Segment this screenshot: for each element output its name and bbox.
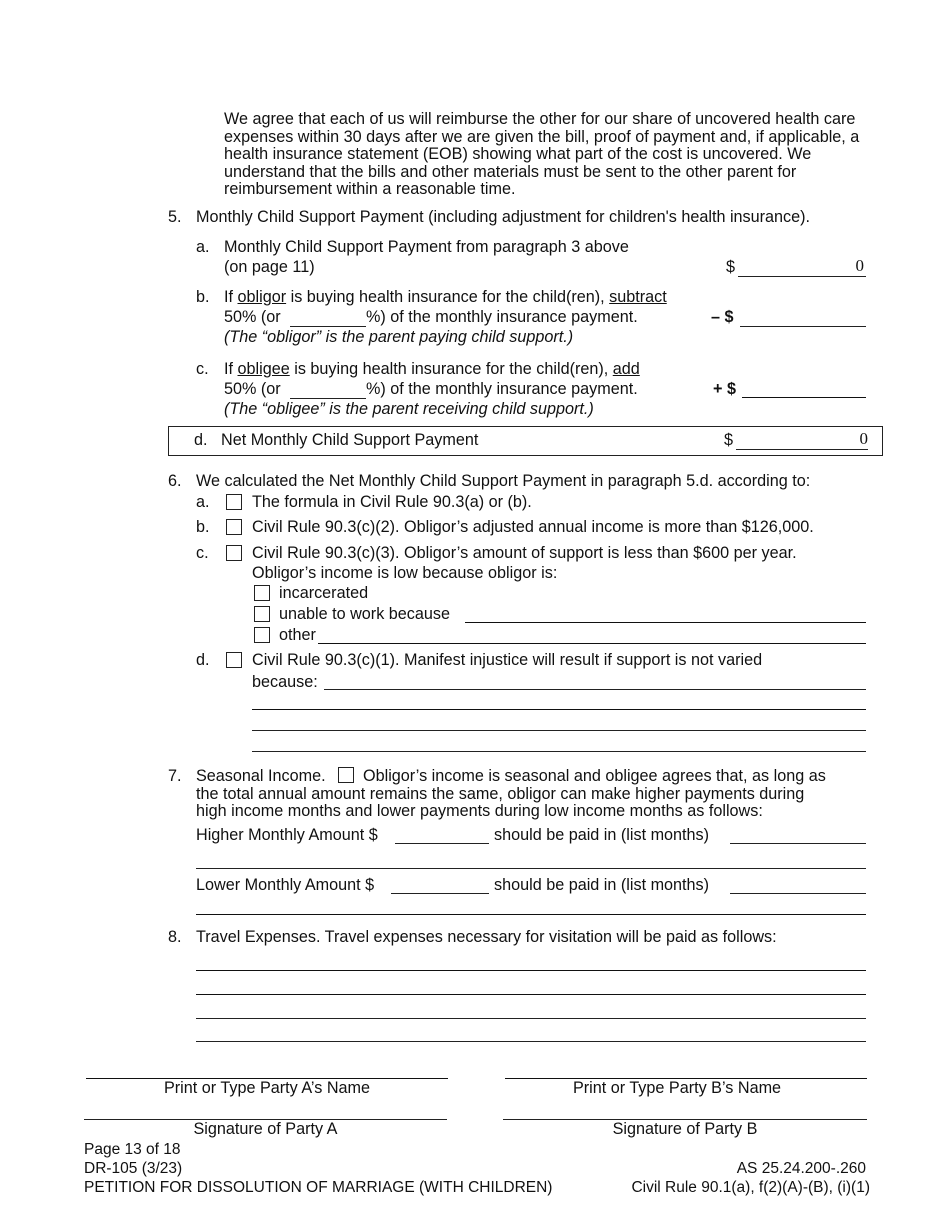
section-7-line3: high income months and lower payments during low income months as follows:	[196, 802, 763, 820]
because-field-line1[interactable]	[324, 689, 866, 690]
item-5a-letter: a.	[196, 238, 210, 256]
item-6c-checkbox[interactable]	[226, 545, 242, 561]
item-5b-percent-field[interactable]	[290, 326, 366, 327]
because-field-line2[interactable]	[252, 709, 866, 710]
item-6c-letter: c.	[196, 544, 209, 562]
item-5a-line2: (on page 11)	[224, 258, 315, 276]
item-6b-text: Civil Rule 90.3(c)(2). Obligor’s adjusted annual income is more than $126,000.	[252, 518, 814, 536]
item-5a-amount-line[interactable]	[738, 276, 866, 277]
item-5c-pct-prefix: 50% (or	[224, 380, 281, 398]
item-6c-text: Civil Rule 90.3(c)(3). Obligor’s amount of support is less than $600 per year.	[252, 544, 797, 562]
item-6d-text: Civil Rule 90.3(c)(1). Manifest injustice will result if support is not varied	[252, 651, 763, 669]
lower-months-field[interactable]	[730, 893, 866, 894]
section-5-title: Monthly Child Support Payment (including adjustment for children's health insurance).	[196, 208, 811, 226]
intro-paragraph: We agree that each of us will reimburse the other for our share of uncovered health care expenses within 30 days after we are given the bill, proof of payment and, if applicable, a health insurance statement (EOB) showing what part of the cost is uncovered. We understand that the bills and other materials must be sent to the other parent for reimbursement within a reasonable time.	[224, 110, 860, 198]
item-5c-pct-suffix: %) of the monthly insurance payment.	[366, 380, 638, 398]
item-5c-sign: + $	[713, 380, 736, 398]
unable-to-work-label: unable to work because	[279, 605, 450, 623]
incarcerated-label: incarcerated	[279, 584, 369, 602]
footer-form-title: PETITION FOR DISSOLUTION OF MARRIAGE (WITH CHILDREN)	[84, 1179, 553, 1196]
item-5d-amount-value: 0	[859, 429, 868, 448]
item-5d-dollar: $	[724, 431, 734, 449]
item-5a-dollar: $	[726, 258, 736, 276]
lower-paid-label: should be paid in (list months)	[494, 876, 710, 894]
item-5b-line1: If obligor is buying health insurance for the child(ren), subtract	[224, 288, 667, 306]
item-5c-line1: If obligee is buying health insurance for the child(ren), add	[224, 360, 640, 378]
item-6a-letter: a.	[196, 493, 210, 511]
item-6c-text2: Obligor’s income is low because obligor is:	[252, 564, 558, 582]
section-7-line2: the total annual amount remains the same, obligor can make higher payments during	[196, 785, 805, 803]
lower-amount-label: Lower Monthly Amount $	[196, 876, 375, 894]
item-5a-line1: Monthly Child Support Payment from paragraph 3 above	[224, 238, 629, 256]
section-8-number: 8.	[168, 928, 182, 946]
item-6d-letter: d.	[196, 651, 210, 669]
item-5d-letter: d.	[194, 431, 208, 449]
unable-to-work-field[interactable]	[465, 622, 866, 623]
travel-field-line3[interactable]	[196, 1018, 866, 1019]
party-b-signature-label: Signature of Party B	[612, 1120, 758, 1138]
item-5d-label: Net Monthly Child Support Payment	[221, 431, 479, 449]
lower-months-field-line2[interactable]	[196, 914, 866, 915]
section-8-text: Travel Expenses. Travel expenses necessary for visitation will be paid as follows:	[196, 928, 777, 946]
other-label: other	[279, 626, 316, 644]
because-field-line4[interactable]	[252, 751, 866, 752]
footer-form-id: DR-105 (3/23)	[84, 1160, 183, 1177]
footer-page-number: Page 13 of 18	[84, 1141, 181, 1158]
item-5d-amount-line[interactable]	[736, 449, 868, 450]
section-5-number: 5.	[168, 208, 182, 226]
travel-field-line2[interactable]	[196, 994, 866, 995]
section-7-number: 7.	[168, 767, 182, 785]
seasonal-income-checkbox[interactable]	[338, 767, 354, 783]
incarcerated-checkbox[interactable]	[254, 585, 270, 601]
item-5b-letter: b.	[196, 288, 210, 306]
item-6a-text: The formula in Civil Rule 90.3(a) or (b).	[252, 493, 532, 511]
item-5c-amount-line[interactable]	[742, 397, 866, 398]
item-5b-amount-line[interactable]	[740, 326, 866, 327]
section-6-title: We calculated the Net Monthly Child Support Payment in paragraph 5.d. according to:	[196, 472, 811, 490]
party-a-name-label: Print or Type Party A’s Name	[163, 1079, 371, 1097]
party-b-name-label: Print or Type Party B’s Name	[572, 1079, 782, 1097]
higher-paid-label: should be paid in (list months)	[494, 826, 710, 844]
higher-months-field-line2[interactable]	[196, 868, 866, 869]
footer-civil-rules: Civil Rule 90.1(a), f(2)(A)-(B), (i)(1)	[631, 1179, 870, 1196]
item-5b-note: (The “obligor” is the parent paying child support.)	[224, 328, 574, 346]
party-a-signature-label: Signature of Party A	[193, 1120, 338, 1138]
item-5b-pct-suffix: %) of the monthly insurance payment.	[366, 308, 638, 326]
item-5c-letter: c.	[196, 360, 209, 378]
item-6b-letter: b.	[196, 518, 210, 536]
section-7-line1: Obligor’s income is seasonal and obligee agrees that, as long as	[363, 767, 826, 785]
item-6d-checkbox[interactable]	[226, 652, 242, 668]
item-5b-pct-prefix: 50% (or	[224, 308, 281, 326]
footer-statute: AS 25.24.200-.260	[736, 1160, 866, 1177]
higher-amount-field[interactable]	[395, 843, 489, 844]
lower-amount-field[interactable]	[391, 893, 489, 894]
item-6a-checkbox[interactable]	[226, 494, 242, 510]
higher-amount-label: Higher Monthly Amount $	[196, 826, 378, 844]
item-6d-text2: because:	[252, 673, 318, 691]
item-6b-checkbox[interactable]	[226, 519, 242, 535]
travel-field-line1[interactable]	[196, 970, 866, 971]
section-7-label: Seasonal Income.	[196, 767, 326, 785]
unable-to-work-checkbox[interactable]	[254, 606, 270, 622]
item-5a-amount-value: 0	[855, 256, 864, 275]
travel-field-line4[interactable]	[196, 1041, 866, 1042]
section-6-number: 6.	[168, 472, 182, 490]
because-field-line3[interactable]	[252, 730, 866, 731]
higher-months-field[interactable]	[730, 843, 866, 844]
item-5c-note: (The “obligee” is the parent receiving child support.)	[224, 400, 594, 418]
other-field[interactable]	[318, 643, 866, 644]
item-5b-sign: – $	[711, 308, 734, 326]
other-checkbox[interactable]	[254, 627, 270, 643]
item-5c-percent-field[interactable]	[290, 398, 366, 399]
